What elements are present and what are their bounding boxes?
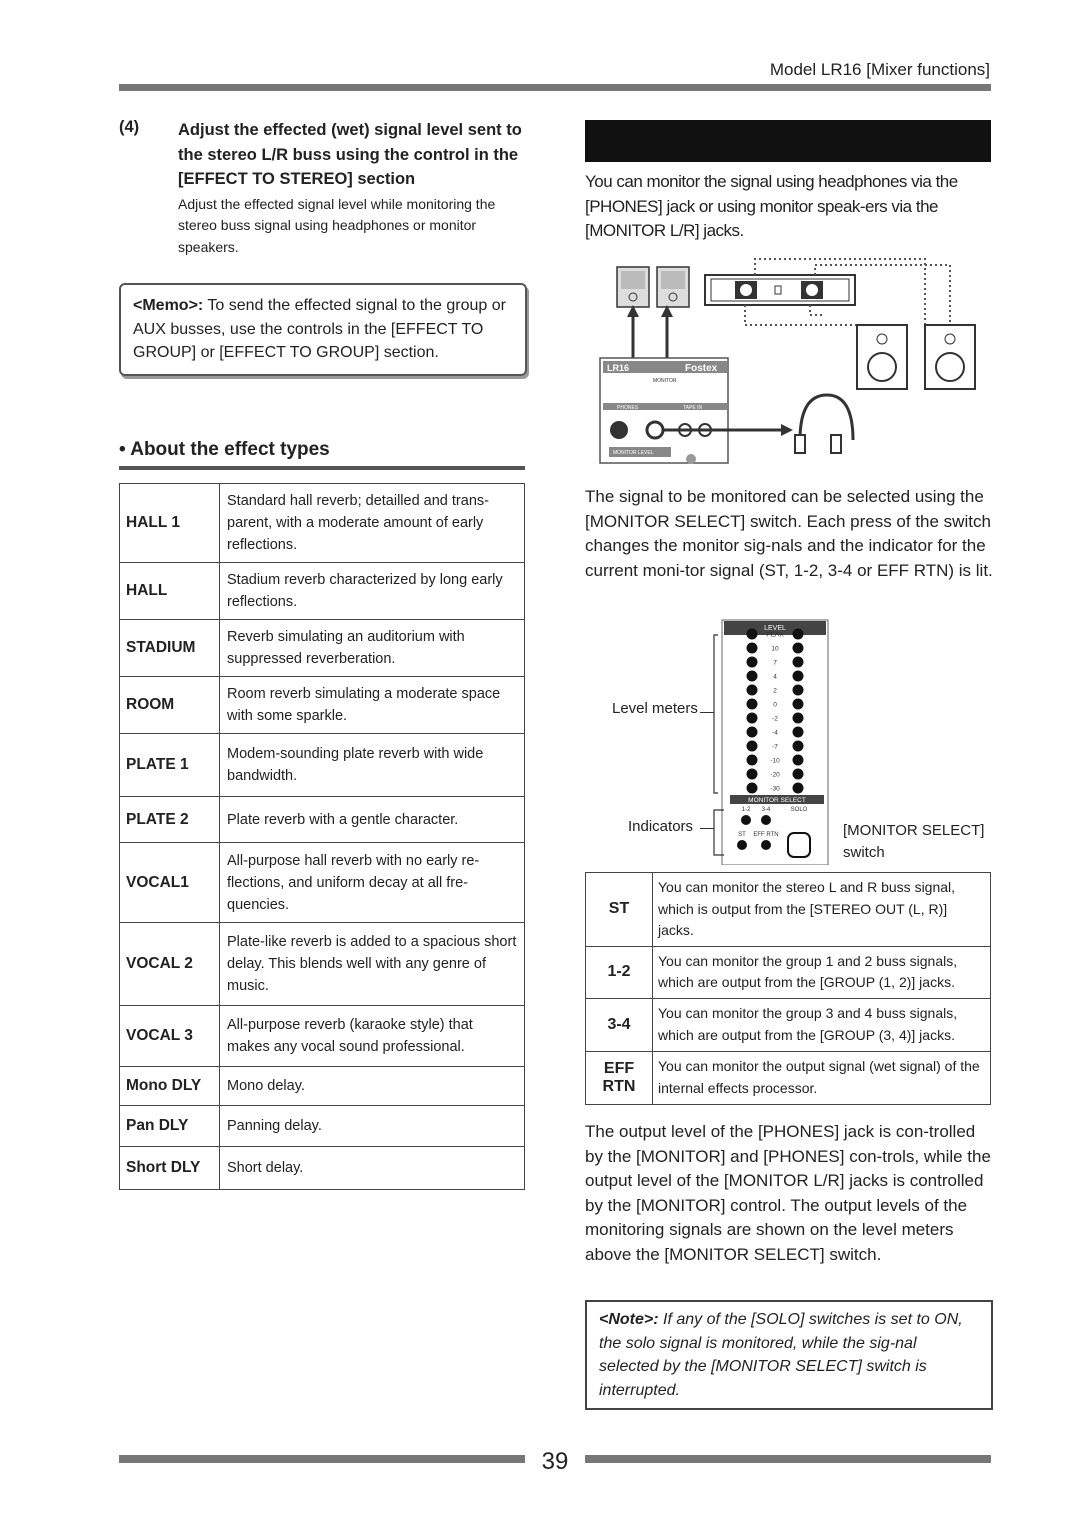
- table-row: [586, 873, 991, 947]
- speaker-icon: [925, 325, 975, 389]
- led-left: [747, 755, 758, 766]
- effect-desc: Modem-sounding plate reverb with wide bandwidth.: [220, 734, 525, 797]
- monitor-level-label: MONITOR LEVEL: [613, 450, 654, 456]
- step-4: [119, 118, 529, 258]
- footer-rule-right: [585, 1455, 991, 1463]
- meter-scale-label: 0: [773, 701, 777, 709]
- mixer-panel: [600, 358, 728, 464]
- effect-name: Pan DLY: [120, 1106, 220, 1147]
- brand-logo: Fostex: [685, 363, 718, 374]
- page-number: 39: [541, 1448, 569, 1475]
- led-right: [793, 783, 804, 794]
- level-meter-panel: [700, 615, 840, 865]
- mixer-model-label: LR16: [607, 363, 630, 373]
- meter-scale-label: 7: [773, 659, 777, 667]
- meter-scale-label: -7: [772, 743, 778, 751]
- header-title: Model LR16 [Mixer functions]: [769, 60, 990, 79]
- monitor-desc: You can monitor the group 3 and 4 buss signals, which are output from the [GROUP (3, 4)] jacks.: [653, 998, 991, 1051]
- power-amplifier-icon: [705, 275, 855, 305]
- effect-desc: Short delay.: [220, 1147, 525, 1190]
- memo-label: <Memo>:: [133, 297, 204, 314]
- panel-indicator-label: EFF RTN: [753, 832, 779, 838]
- table-row: [120, 677, 525, 734]
- led-left: [747, 643, 758, 654]
- effect-desc: All-purpose reverb (karaoke style) that makes any vocal sound professional.: [220, 1006, 525, 1067]
- panel-indicator-label: 1-2: [741, 807, 751, 813]
- monitor-intro: You can monitor the signal using headphones via the [PHONES] jack or using monitor speak-ers via the [MONITOR L/R] jacks.: [585, 172, 958, 240]
- headphones-icon: [795, 395, 853, 453]
- led-left: [747, 727, 758, 738]
- step-heading: Adjust the effected (wet) signal level sent to the stereo L/R buss using the control in the [EFFECT TO STEREO] section: [178, 121, 522, 188]
- effect-name: VOCAL1: [120, 843, 220, 923]
- led-right: [793, 713, 804, 724]
- led-left: [747, 713, 758, 724]
- phones-label: PHONES: [617, 405, 639, 411]
- effect-name: VOCAL 2: [120, 923, 220, 1006]
- effect-name: VOCAL 3: [120, 1006, 220, 1067]
- led-right: [793, 643, 804, 654]
- effect-desc: Room reverb simulating a moderate space with some sparkle.: [220, 677, 525, 734]
- note-text: If any of the [SOLO] switches is set to ON, the solo signal is monitored, while the sig-nal selected by the [MONITOR SELECT] switch is interrupted.: [599, 1311, 963, 1399]
- led-left: [747, 685, 758, 696]
- table-row: [120, 843, 525, 923]
- meter-scale-label: 10: [771, 645, 779, 653]
- section-heading-bar: [585, 120, 991, 162]
- led-right: [793, 671, 804, 682]
- led-right: [793, 769, 804, 780]
- table-row: [120, 484, 525, 563]
- table-row: [586, 998, 991, 1051]
- monitor-select-switch-icon: [788, 833, 810, 857]
- led-right: [793, 741, 804, 752]
- effect-name: PLATE 2: [120, 797, 220, 843]
- effect-types-table: [119, 483, 525, 1190]
- effect-name: HALL: [120, 563, 220, 620]
- indicators-label: Indicators: [628, 818, 694, 835]
- monitor-key: 3-4: [586, 998, 653, 1051]
- effects-section-title: • About the effect types: [119, 439, 330, 460]
- leader-line: [700, 828, 714, 829]
- level-meters-label: Level meters: [612, 700, 698, 717]
- section-rule: [119, 466, 525, 470]
- led-left: [747, 657, 758, 668]
- monitor-select-label: [MONITOR SELECT]: [843, 822, 985, 839]
- effect-desc: Plate-like reverb is added to a spacious short delay. This blends well with any genre of music.: [220, 923, 525, 1006]
- table-row: [120, 1106, 525, 1147]
- speaker-icon: [857, 325, 907, 389]
- memo-text: To send the effected signal to the group or AUX busses, use the controls in the [EFFECT TO GROUP] or [EFFECT TO GROUP] section.: [133, 297, 506, 361]
- note-box: [585, 1300, 993, 1410]
- led-left: [747, 769, 758, 780]
- tape-in-label: TAPE IN: [683, 405, 703, 411]
- meter-scale-label: -10: [770, 757, 780, 765]
- monitor-connection-diagram: [595, 255, 995, 465]
- monitor-desc: You can monitor the output signal (wet signal) of the internal effects processor.: [653, 1051, 991, 1104]
- led-left: [747, 741, 758, 752]
- panel-indicator-label: 3-4: [761, 807, 771, 813]
- panel-monitor-select-title: MONITOR SELECT: [748, 797, 806, 804]
- table-row: [120, 563, 525, 620]
- meter-scale-label: -30: [770, 785, 780, 793]
- output-level-description: The output level of the [PHONES] jack is con-trolled by the [MONITOR] and [PHONES] con-trols, while the output level of the [MONITOR L/R] jacks is controlled by the [MONITOR] control. The output levels of the monitoring signals are shown on the level meters above the [MONITOR SELECT] switch.: [585, 1122, 991, 1264]
- effect-desc: Panning delay.: [220, 1106, 525, 1147]
- solo-label: SOLO: [790, 807, 808, 813]
- meter-scale-label: -2: [772, 715, 778, 723]
- led-right: [793, 629, 804, 640]
- header-rule: [119, 84, 991, 91]
- monitor-key: ST: [586, 873, 653, 947]
- effect-desc: Stadium reverb characterized by long early reflections.: [220, 563, 525, 620]
- table-row: [120, 734, 525, 797]
- effect-desc: All-purpose hall reverb with no early re-flections, and uniform decay at all fre-quencies.: [220, 843, 525, 923]
- effect-name: PLATE 1: [120, 734, 220, 797]
- effect-name: Mono DLY: [120, 1067, 220, 1106]
- table-row: [120, 1006, 525, 1067]
- table-row: [120, 1067, 525, 1106]
- step-number: (4): [119, 118, 140, 136]
- monitor-key: 1-2: [586, 946, 653, 998]
- led-right: [793, 699, 804, 710]
- effect-desc: Standard hall reverb; detailled and trans-parent, with a moderate amount of early reflections.: [220, 484, 525, 563]
- leader-line: [700, 712, 714, 713]
- led-left: [747, 671, 758, 682]
- monitor-select-description: The signal to be monitored can be selected using the [MONITOR SELECT] switch. Each press of the switch changes the monitor sig-nals and the indicator for the current moni-tor signal (ST, 1-2, 3-4 or EFF RTN) is lit.: [585, 487, 993, 580]
- led-left: [747, 699, 758, 710]
- table-row: [120, 797, 525, 843]
- table-row: [120, 620, 525, 677]
- meter-scale-label: -20: [770, 771, 780, 779]
- effect-desc: Mono delay.: [220, 1067, 525, 1106]
- effect-name: STADIUM: [120, 620, 220, 677]
- effect-desc: Plate reverb with a gentle character.: [220, 797, 525, 843]
- effect-desc: Reverb simulating an auditorium with suppressed reverberation.: [220, 620, 525, 677]
- monitor-desc: You can monitor the stereo L and R buss signal, which is output from the [STEREO OUT (L, R)] jacks.: [653, 873, 991, 947]
- led-right: [793, 685, 804, 696]
- monitor-level-knob: [610, 421, 628, 439]
- led-right: [793, 657, 804, 668]
- switch-label: switch: [843, 844, 885, 861]
- led-left: [747, 783, 758, 794]
- meter-scale-label: 4: [773, 673, 777, 681]
- effect-name: Short DLY: [120, 1147, 220, 1190]
- monitor-select-table: [585, 872, 991, 1105]
- step-body: Adjust the effected signal level while monitoring the stereo buss signal using headphones or monitor speakers.: [178, 195, 496, 255]
- mixer-monitor-label: MONITOR: [653, 378, 677, 384]
- small-monitor-speaker-icon: [617, 267, 649, 307]
- footer-rule-left: [119, 1455, 525, 1463]
- monitor-desc: You can monitor the group 1 and 2 buss signals, which are output from the [GROUP (1, 2)] jacks.: [653, 946, 991, 998]
- phones-jack-icon: [647, 422, 663, 438]
- small-monitor-speaker-icon: [657, 267, 689, 307]
- monitor-key: EFF RTN: [586, 1051, 653, 1104]
- table-row: [586, 1051, 991, 1104]
- meter-scale-label: 2: [773, 687, 777, 695]
- meter-scale-label: -4: [772, 729, 778, 737]
- led-right: [793, 755, 804, 766]
- effect-name: ROOM: [120, 677, 220, 734]
- panel-indicator-label: ST: [738, 832, 746, 838]
- note-label: <Note>:: [599, 1311, 659, 1328]
- table-row: [120, 1147, 525, 1190]
- meter-title: LEVEL: [764, 625, 786, 632]
- table-row: [120, 923, 525, 1006]
- table-row: [586, 946, 991, 998]
- led-right: [793, 727, 804, 738]
- led-left: [747, 629, 758, 640]
- memo-box: [119, 283, 527, 376]
- effect-name: HALL 1: [120, 484, 220, 563]
- meter-scale-label: PEAK: [766, 631, 784, 639]
